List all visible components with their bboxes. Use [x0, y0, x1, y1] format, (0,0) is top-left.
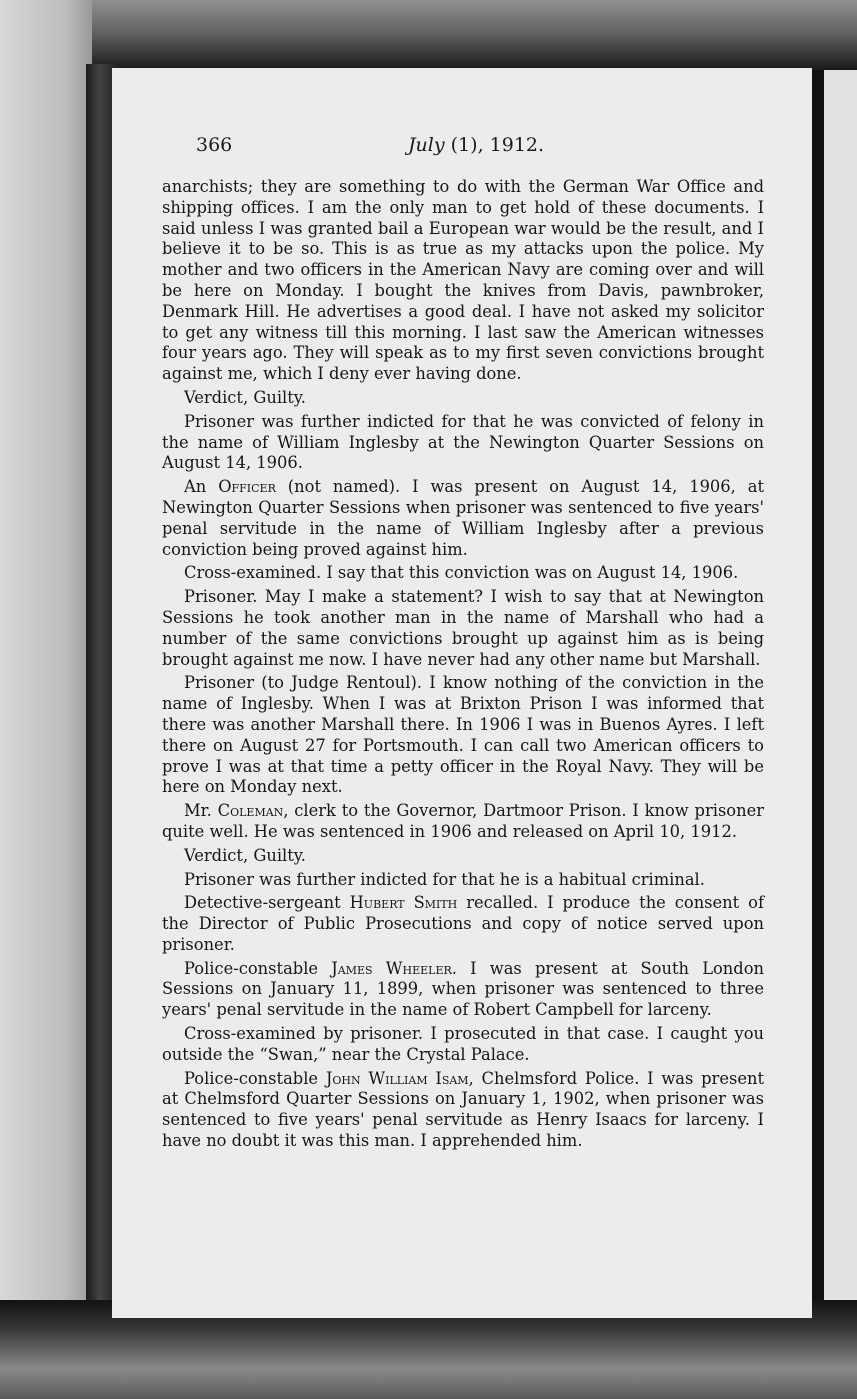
running-head [196, 134, 756, 156]
speaker-name: Officer [218, 477, 276, 497]
paragraph [162, 1024, 764, 1066]
paragraph-text: Cross-examined. I say that this conviction was on August 14, 1906. [184, 563, 739, 583]
paragraph [162, 177, 764, 385]
paragraph-text: Prisoner (to Judge Rentoul). I know nothing of the conviction in the name of Inglesby. When I was at Brixton Prison I was informed that there was another Marshall there. In 1906 I was in Buenos Ayres. I left there on August 27 for Portsmouth. I can call two American officers to prove I was at that time a petty officer in the Royal Navy. They will be here on Monday next. [162, 673, 764, 797]
speaker-name: Hubert Smith [349, 893, 458, 913]
paragraph-text: Prisoner. May I make a statement? I wish to say that at Newington Sessions he took another man in the name of Marshall who had a number of the same convictions brought up against him as is being brought against me now. I have never had any other name but Marshall. [162, 587, 764, 669]
paragraph-text: , clerk to the Governor, Dartmoor Prison. I know prisoner quite well. He was sentenced in 1906 and released on April 10, 1912. [162, 801, 764, 841]
paragraph [162, 477, 764, 560]
paragraph [162, 1069, 764, 1152]
paragraph [162, 846, 764, 867]
page-header [196, 134, 756, 164]
body-text [162, 177, 764, 1155]
scan-left-margin [0, 0, 92, 1399]
paragraph-text: anarchists; they are something to do with the German War Office and shipping offices. I am the only man to get hold of these documents. I said unless I was granted bail a European war would be the result, and I believe it to be so. This is as true as my attacks upon the police. My mother and two officers in the American Navy are coming over and will be here on Monday. I bought the knives from Davis, pawnbroker, Denmark Hill. He advertises a good deal. I have not asked my solicitor to get any witness till this morning. I last saw the American witnesses four years ago. They will speak as to my first seven convictions brought against me, which I deny ever having done. [162, 177, 764, 384]
paragraph [162, 587, 764, 670]
paragraph-text: Prisoner was further indicted for that he was convicted of felony in the name of William Inglesby at the Newington Quarter Sessions on August 14, 1906. [162, 411, 764, 473]
paragraph-lead: An [184, 477, 219, 497]
paragraph-text: (not named). I was present on August 14, 1906, at Newington Quarter Sessions when prisoner was sentenced to five years' penal servitude in the name of William Inglesby after a previous conviction being proved against him. [162, 477, 765, 559]
paragraph [162, 959, 764, 1021]
paragraph-text: Verdict, Guilty. [184, 387, 306, 407]
paragraph [162, 673, 764, 798]
paragraph [162, 563, 764, 584]
paragraph-lead: Detective-sergeant [184, 893, 350, 913]
speaker-name: James Wheeler [331, 958, 452, 978]
paragraph [162, 870, 764, 891]
speaker-name: Coleman [217, 801, 284, 821]
facing-page-edge [806, 70, 857, 1310]
book-page [112, 68, 812, 1318]
paragraph-text: , Chelmsford Police. I was present at Chelmsford Quarter Sessions on January 1, 1902, when prisoner was sentenced to five years' penal servitude as Henry Isaacs for larceny. I have no doubt it was this man. I apprehended him. [162, 1068, 764, 1151]
paragraph-text: Verdict, Guilty. [184, 845, 306, 865]
paragraph [162, 801, 764, 843]
paragraph-text: Prisoner was further indicted for that he is a habitual criminal. [184, 869, 705, 889]
running-head-month: July [407, 134, 445, 156]
paragraph [162, 412, 764, 474]
scan-top-edge [0, 0, 857, 70]
running-head-date: (1), 1912. [444, 134, 545, 156]
paragraph [162, 893, 764, 955]
paragraph-text: . I was present at South London Sessions on January 11, 1899, when prisoner was sentenced to three years' penal servitude in the name of Robert Campbell for larceny. [162, 958, 764, 1020]
paragraph-text: Cross-examined by prisoner. I prosecuted in that case. I caught you outside the “Swan,” near the Crystal Palace. [162, 1024, 764, 1064]
paragraph [162, 388, 764, 409]
paragraph-text: recalled. I produce the consent of the Director of Public Prosecutions and copy of notice served upon prisoner. [162, 893, 764, 954]
paragraph-lead: Mr. [184, 801, 218, 821]
speaker-name: John William Isam [325, 1068, 469, 1088]
paragraph-lead: Police-constable [184, 1068, 326, 1088]
page-number: 366 [196, 134, 233, 156]
paragraph-lead: Police-constable [184, 958, 332, 978]
